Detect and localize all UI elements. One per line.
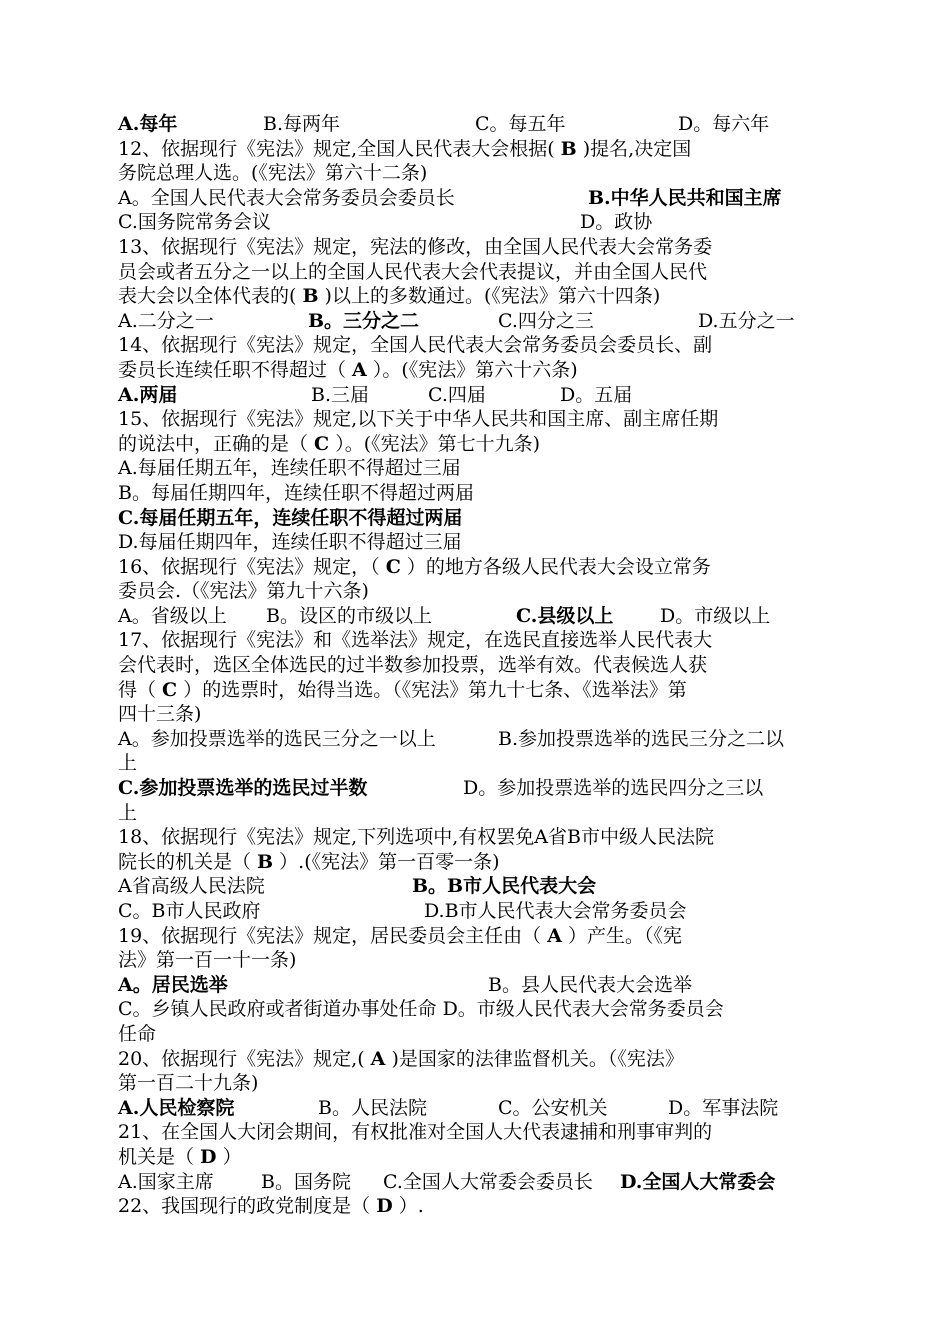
text-segment: ）产生。（《宪 (561, 924, 683, 947)
text-segment: C.国务院常务会议 (118, 211, 271, 234)
text-segment: D.B市人民代表大会常务委员会 (424, 900, 687, 922)
text-line (118, 1047, 830, 1072)
text-line (118, 1071, 830, 1096)
text-segment: C.四分之三 (498, 309, 594, 332)
text-segment: D。每六年 (678, 113, 770, 135)
text-line (118, 186, 830, 211)
answer-text: A.每年 (118, 113, 178, 135)
text-line (118, 235, 830, 260)
answer-text: D (200, 1145, 217, 1168)
text-segment: A省高级人民法院 (118, 875, 265, 898)
answer-text: B (302, 285, 319, 308)
text-segment: ）。(《宪法》第六十六条) (366, 358, 578, 381)
text-segment: C。乡镇人民政府或者街道办事处任命 D。市级人民代表大会常务委员会 (118, 998, 724, 1021)
text-line (118, 481, 830, 506)
text-line (118, 628, 830, 653)
text-segment: B。国务院 (261, 1170, 351, 1193)
text-line (118, 407, 830, 432)
text-segment: 委员长连续任职不得超过（ (118, 358, 353, 381)
text-line (118, 555, 830, 580)
text-segment: )以上的多数通过。(《宪法》第六十四条) (318, 285, 661, 308)
text-segment: 上 (118, 752, 138, 775)
answer-text: A.两届 (118, 383, 178, 406)
text-line (118, 210, 830, 235)
answer-text: A.人民检察院 (118, 1096, 235, 1119)
text-segment: 15、依据现行《宪法》规定,以下关于中华人民共和国主席、副主席任期 (118, 408, 719, 431)
text-segment: 12、依据现行《宪法》规定,全国人民代表大会根据( (118, 137, 561, 160)
text-segment: 18、依据现行《宪法》规定,下列选项中,有权罢免A省B市中级人民法院 (118, 826, 714, 849)
text-line (118, 383, 830, 408)
text-segment: 委员会.（《宪法》第九十六条) (118, 580, 369, 603)
text-segment: 法》第一百一十一条) (118, 949, 297, 972)
text-segment: B。人民法院 (318, 1096, 427, 1119)
answer-text: D.全国人大常委会 (620, 1170, 776, 1193)
text-line (118, 948, 830, 973)
text-segment: ）。(《宪法》第七十九条) (329, 432, 541, 455)
answer-text: B (257, 850, 274, 873)
answer-text: C.参加投票选举的选民过半数 (118, 777, 368, 800)
text-segment: C.四届 (428, 383, 486, 406)
text-segment: D。参加投票选举的选民四分之三以 (463, 777, 764, 800)
text-line (118, 309, 830, 334)
text-segment: 四十三条) (118, 703, 202, 726)
text-segment: D。五届 (560, 383, 633, 406)
text-segment: )提名,决定国 (576, 137, 692, 160)
text-line (118, 137, 830, 162)
text-line (118, 1145, 830, 1170)
text-segment: D。政协 (580, 211, 653, 234)
answer-text: B。三分之二 (308, 309, 420, 332)
text-segment: D。市级以上 (660, 604, 771, 627)
text-segment: ）的选票时，始得当选。（《宪法》第九十七条、《选举法》第 (177, 678, 687, 701)
text-line (118, 801, 830, 826)
text-line (118, 702, 830, 727)
text-line (118, 112, 830, 137)
text-line (118, 874, 830, 899)
text-line (118, 727, 830, 752)
text-segment: )是国家的法律监督机关。（《宪法》 (385, 1047, 684, 1070)
text-segment: 得（ (118, 678, 163, 701)
text-segment: A。全国人民代表大会常务委员会委员长 (118, 186, 455, 209)
text-segment: 的说法中，正确的是（ (118, 432, 315, 455)
answer-text: D (376, 1195, 393, 1218)
text-segment: ）的地方各级人民代表大会设立常务 (400, 555, 711, 578)
text-line (118, 333, 830, 358)
text-segment: 表大会以全体代表的( (118, 285, 303, 308)
text-line (118, 579, 830, 604)
answer-text: A。居民选举 (118, 973, 228, 996)
text-segment: B。每届任期四年，连续任职不得超过两届 (118, 481, 474, 504)
text-segment: ） (216, 1145, 242, 1168)
text-segment: ）.(《宪法》第一百零一条) (273, 850, 500, 873)
text-segment: 院长的机关是（ (118, 850, 258, 873)
text-segment: 务院总理人选。(《宪法》第六十二条) (118, 162, 428, 185)
text-line (118, 973, 830, 998)
text-segment: A.国家主席 (118, 1170, 214, 1193)
text-segment: B。设区的市级以上 (266, 604, 432, 627)
text-segment: B.参加投票选举的选民三分之二以 (498, 727, 785, 750)
text-line (118, 358, 830, 383)
text-segment: A.每届任期五年，连续任职不得超过三届 (118, 457, 461, 480)
text-segment: C。每五年 (475, 113, 566, 135)
text-line (118, 506, 830, 531)
text-line (118, 751, 830, 776)
text-segment: 机关是（ (118, 1145, 201, 1168)
text-line (118, 1022, 830, 1047)
text-segment: A。参加投票选举的选民三分之一以上 (118, 727, 436, 750)
document-page (118, 112, 830, 1219)
answer-text: C.每届任期五年，连续任职不得超过两届 (118, 506, 463, 529)
text-segment: C.全国人大常委会委员长 (383, 1170, 593, 1193)
text-segment: 17、依据现行《宪法》和《选举法》规定，在选民直接选举人民代表大 (118, 629, 713, 652)
text-line (118, 776, 830, 801)
text-segment: 22、我国现行的政党制度是（ (118, 1195, 377, 1218)
answer-text: B (560, 137, 577, 160)
answer-text: A (370, 1047, 386, 1070)
text-line (118, 530, 830, 555)
answer-text: A (547, 924, 562, 947)
text-segment: B.每两年 (263, 113, 341, 135)
text-segment: 第一百二十九条) (118, 1072, 259, 1095)
text-line (118, 1170, 830, 1195)
text-segment: D。军事法院 (668, 1096, 779, 1119)
text-line (118, 850, 830, 875)
answer-text: A (352, 358, 367, 381)
text-segment: ）. (392, 1195, 424, 1218)
answer-text: C (162, 678, 178, 701)
text-segment: B.三届 (311, 383, 370, 406)
answer-text: B。B市人民代表大会 (412, 875, 597, 898)
text-segment: 14、依据现行《宪法》规定，全国人民代表大会常务委员会委员长、副 (118, 334, 713, 357)
text-line (118, 653, 830, 678)
text-segment: C。B市人民政府 (118, 900, 261, 922)
text-line (118, 825, 830, 850)
text-segment: 16、依据现行《宪法》规定，（ (118, 555, 386, 578)
text-segment: 21、在全国人大闭会期间，有权批准对全国人大代表逮捕和刑事审判的 (118, 1121, 713, 1144)
text-line (118, 604, 830, 629)
text-segment: A.二分之一 (118, 309, 214, 332)
answer-text: B.中华人民共和国主席 (588, 186, 782, 209)
text-segment: 上 (118, 801, 138, 824)
text-segment: D.五分之一 (698, 309, 795, 332)
text-segment: C。公安机关 (498, 1096, 608, 1119)
answer-text: C.县级以上 (516, 604, 614, 627)
text-segment: D.每届任期四年，连续任职不得超过三届 (118, 531, 462, 554)
text-segment: 会代表时，选区全体选民的过半数参加投票，选举有效。代表候选人获 (118, 654, 708, 677)
text-segment: 13、依据现行《宪法》规定，宪法的修改，由全国人民代表大会常务委 (118, 235, 713, 258)
text-line (118, 260, 830, 285)
text-segment: 19、依据现行《宪法》规定，居民委员会主任由（ (118, 924, 548, 947)
text-line (118, 432, 830, 457)
text-line (118, 678, 830, 703)
text-line (118, 1120, 830, 1145)
text-segment: 20、依据现行《宪法》规定,( (118, 1047, 371, 1070)
text-line (118, 1194, 830, 1219)
text-segment: 任命 (118, 1022, 157, 1045)
text-line (118, 997, 830, 1022)
answer-text: C (385, 555, 401, 578)
text-segment: A。省级以上 (118, 604, 227, 627)
text-line (118, 161, 830, 186)
text-line (118, 284, 830, 309)
text-line (118, 924, 830, 949)
text-segment: 员会或者五分之一以上的全国人民代表大会代表提议，并由全国人民代 (118, 260, 708, 283)
text-line (118, 1096, 830, 1121)
text-line (118, 899, 830, 924)
text-segment: B。县人民代表大会选举 (488, 973, 692, 996)
text-line (118, 456, 830, 481)
answer-text: C (314, 432, 330, 455)
